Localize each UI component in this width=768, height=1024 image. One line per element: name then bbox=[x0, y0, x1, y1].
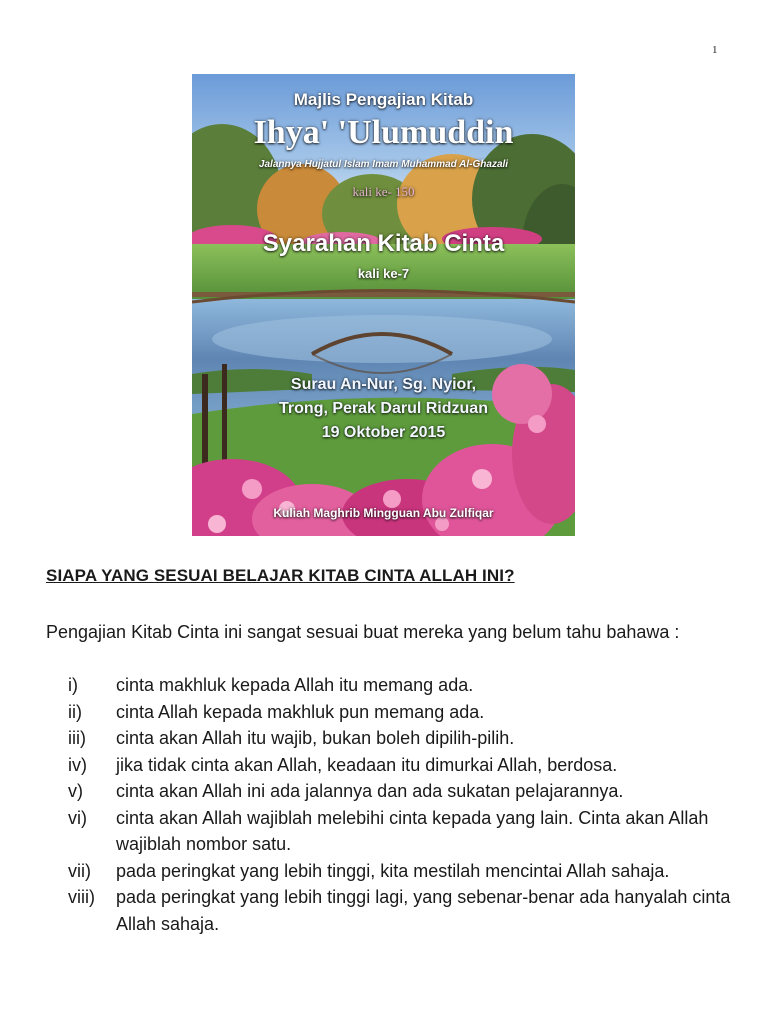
list-item-text: cinta makhluk kepada Allah itu memang ada. bbox=[116, 675, 474, 695]
list-item bbox=[46, 699, 736, 726]
list-item bbox=[46, 672, 736, 699]
intro-paragraph: Pengajian Kitab Cinta ini sangat sesuai buat mereka yang belum tahu bahawa : bbox=[46, 622, 680, 642]
list-item-number: vi) bbox=[68, 807, 87, 828]
list-item-number: vii) bbox=[68, 860, 91, 881]
list-item-text: cinta Allah kepada makhluk pun memang ada. bbox=[116, 701, 485, 722]
list-item-text: pada peringkat yang lebih tinggi, kita mestilah mencintai Allah sahaja. bbox=[116, 860, 670, 881]
cover-poster bbox=[192, 74, 575, 536]
list-item bbox=[46, 884, 736, 937]
list-item bbox=[46, 752, 736, 779]
list-item-text: jika tidak cinta akan Allah, keadaan itu dimurkai Allah, berdosa. bbox=[116, 754, 618, 775]
poster-session-count: kali ke- 150 bbox=[352, 184, 415, 199]
list-item-number: viii) bbox=[68, 887, 95, 907]
list-item-number: ii) bbox=[68, 701, 82, 722]
list-item-text: cinta akan Allah itu wajib, bukan boleh dipilih-pilih. bbox=[116, 728, 515, 748]
list-item bbox=[46, 805, 736, 858]
list-item-number: iv) bbox=[68, 754, 87, 775]
poster-subtitle: Jalannya Hujjatul Islam Imam Muhammad Al-Ghazali bbox=[258, 159, 509, 170]
list-item-text: pada peringkat yang lebih tinggi lagi, yang sebenar-benar ada hanyalah cinta Allah sahaja. bbox=[116, 887, 731, 934]
poster-footer: Kuliah Maghrib Mingguan Abu Zulfiqar bbox=[273, 506, 494, 520]
poster-venue-line2: Trong, Perak Darul Ridzuan bbox=[279, 400, 488, 417]
list-item-text: cinta akan Allah wajiblah melebihi cinta kepada yang lain. Cinta akan Allah wajiblah nombor satu. bbox=[116, 807, 709, 854]
poster-venue-line1: Surau An-Nur, Sg. Nyior, bbox=[290, 376, 477, 393]
poster-date: 19 Oktober 2015 bbox=[321, 424, 446, 441]
page-number: 1 bbox=[712, 44, 718, 56]
reason-list bbox=[46, 672, 736, 937]
list-item-number: i) bbox=[68, 675, 78, 695]
list-item-number: v) bbox=[68, 781, 83, 801]
poster-title-small: Majlis Pengajian Kitab bbox=[293, 90, 474, 109]
list-item-text: cinta akan Allah ini ada jalannya dan ada sukatan pelajarannya. bbox=[116, 781, 624, 801]
list-item bbox=[46, 858, 736, 885]
poster-lecture-count: kali ke-7 bbox=[357, 266, 410, 281]
section-heading: SIAPA YANG SESUAI BELAJAR KITAB CINTA ALLAH INI? bbox=[46, 566, 515, 585]
poster-title-main: Ihya' 'Ulumuddin bbox=[253, 114, 514, 151]
list-item-number: iii) bbox=[68, 728, 86, 748]
list-item bbox=[46, 725, 736, 752]
poster-lecture-title: Syarahan Kitab Cinta bbox=[262, 230, 505, 257]
list-item bbox=[46, 778, 736, 805]
